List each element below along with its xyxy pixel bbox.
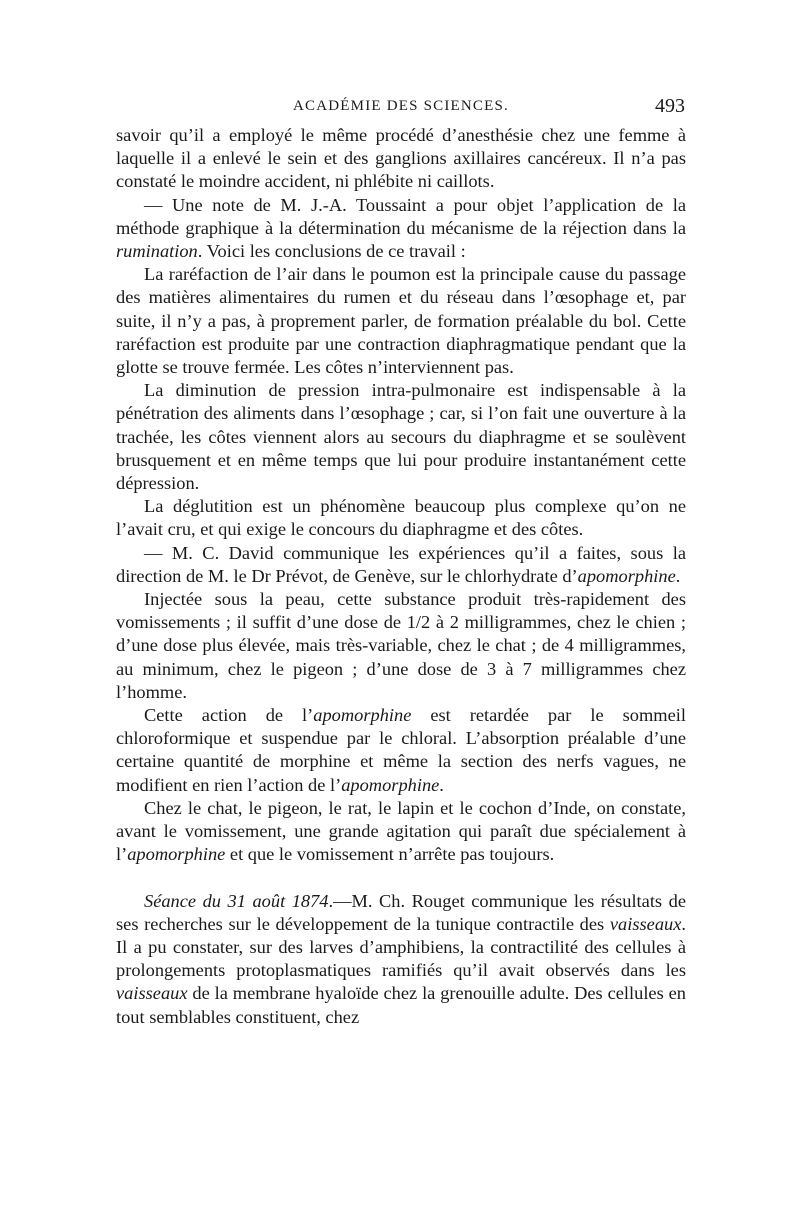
paragraph-deglutition: La déglutition est un phénomène beaucoup plus complexe qu’on ne l’avait cru, et qui exige le concours du diaphragme et des côtes. <box>116 496 686 540</box>
paragraph-david: — M. C. David communique les expériences qu’il a faites, sous la direction de M. le Dr Prévot, de Genève, sur le chlorhydrate d’apomorphine. <box>116 542 686 586</box>
paragraph-anesthesia: savoir qu’il a employé le même procédé d’anesthésie chez une femme à laquelle il a enlevé le sein et des ganglions axillaires cancéreux. Il n’a pas constaté le moindre accident, ni phlébite ni caillots. <box>116 125 686 192</box>
page-header <box>117 95 685 122</box>
section-gap <box>116 867 686 890</box>
paragraph-injection: Injectée sous la peau, cette substance produit très-rapidement des vomissements ; il suffit d’une dose de 1/2 à 2 milligrammes, chez le chien ; d’une dose plus élevée, mais très-variable, chez le chat ; de 4 milligrammes, au minimum, chez le pigeon ; d’une dose de 3 à 7 milligrammes chez l’homme. <box>116 589 686 702</box>
body-text <box>116 124 686 1029</box>
paragraph-rarefaction: La raréfaction de l’air dans le poumon est la principale cause du passage des matières alimentaires du rumen et du réseau dans l’œsophage et, par suite, il n’y a pas, à proprement parler, de formation préalable du bol. Cette raréfaction est produite par une contraction diaphragmatique pendant que la glotte se trouve fermée. Les côtes n’interviennent pas. <box>116 264 686 378</box>
paragraph-toussaint: — Une note de M. J.-A. Toussaint a pour objet l’application de la méthode graphique à la détermination du mécanisme de la réjection dans la rumination. Voici les conclusions de ce travail : <box>116 194 686 262</box>
page-number: 493 <box>655 95 685 117</box>
paragraph-action: Cette action de l’apomorphine est retardée par le sommeil chloroformique et suspendue par le chloral. L’absorption préalable d’une certaine quantité de morphine et même la section des nerfs vagues, ne modifient en rien l’action de l’apomorphine. <box>116 705 686 795</box>
paragraph-rouget: Séance du 31 août 1874.—M. Ch. Rouget communique les résultats de ses recherches sur le développement de la tunique contractile des vaisseaux. Il a pu constater, sur des larves d’amphibiens, la contractilité des cellules à prolongements protoplasmatiques ramifiés qu’il avait observés dans les vaisseaux de la membrane hyaloïde chez la grenouille adulte. Des cellules en tout semblables constituent, chez <box>116 890 686 1027</box>
running-head: ACADÉMIE DES SCIENCES. <box>293 98 509 114</box>
paragraph-pression: La diminution de pression intra-pulmonaire est indispensable à la pénétration des aliments dans l’œsophage ; car, si l’on fait une ouverture à la trachée, les côtes viennent alors au secours du diaphragme et se soulèvent brusquement et en même temps que lui pour produire instantanément cette dépression. <box>116 380 686 494</box>
paragraph-animals: Chez le chat, le pigeon, le rat, le lapin et le cochon d’Inde, on constate, avant le vomissement, une grande agitation qui paraît due spécialement à l’apomorphine et que le vomissement n’arrête pas toujours. <box>116 797 686 865</box>
